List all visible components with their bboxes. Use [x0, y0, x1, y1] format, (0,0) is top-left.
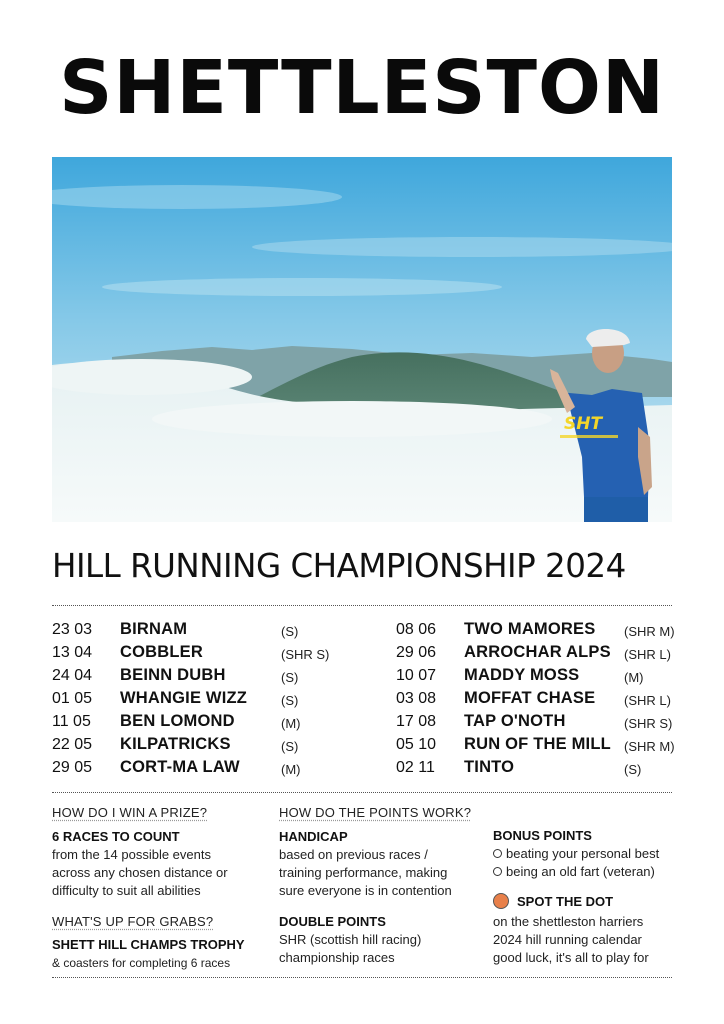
shirt-logo: SHT	[564, 414, 603, 434]
event-row	[52, 733, 352, 756]
event-name: RUN OF THE MILL	[464, 735, 611, 753]
event-category: (M)	[281, 716, 301, 731]
event-name: BIRNAM	[120, 620, 188, 638]
handicap-line: based on previous races /	[279, 847, 428, 862]
event-name: TAP O'NOTH	[464, 712, 566, 730]
event-row	[396, 664, 686, 687]
double-points-line: SHR (scottish hill racing)	[279, 932, 422, 947]
event-category: (SHR L)	[624, 693, 671, 708]
divider	[52, 792, 672, 793]
event-category: (M)	[281, 762, 301, 777]
bonus-item	[493, 863, 678, 881]
page-title: SHETTLESTON	[59, 45, 665, 131]
hero-photo	[52, 157, 672, 522]
event-name: MADDY MOSS	[464, 666, 580, 684]
event-category: (S)	[281, 739, 299, 754]
event-row	[396, 618, 686, 641]
event-category: (SHR S)	[281, 647, 330, 662]
event-category: (S)	[281, 693, 299, 708]
spot-heading: SPOT THE DOT	[517, 894, 614, 909]
event-date: 29 06	[396, 644, 437, 661]
event-category: (SHR S)	[624, 716, 673, 731]
spot-heading-row	[493, 893, 678, 911]
event-date: 17 08	[396, 713, 437, 730]
grabs-heading: SHETT HILL CHAMPS TROPHY	[52, 937, 245, 952]
prize-line: from the 14 possible events	[52, 847, 211, 862]
event-date: 23 03	[52, 621, 93, 638]
grabs-line: & coasters for completing 6 races	[52, 956, 231, 970]
points-section	[279, 804, 484, 967]
handicap-heading: HANDICAP	[279, 829, 348, 844]
event-date: 10 07	[396, 667, 437, 684]
event-row	[52, 618, 352, 641]
event-category: (SHR L)	[624, 647, 671, 662]
event-name: CORT-MA LAW	[120, 758, 240, 776]
event-row	[396, 733, 686, 756]
event-name: ARROCHAR ALPS	[464, 643, 611, 661]
prize-line: difficulty to suit all abilities	[52, 883, 201, 898]
event-name: MOFFAT CHASE	[464, 689, 596, 707]
spot-line: 2024 hill running calendar	[493, 932, 642, 947]
circle-bullet-icon	[493, 849, 502, 858]
circle-bullet-icon	[493, 867, 502, 876]
event-row	[396, 710, 686, 733]
orange-dot-icon	[493, 893, 509, 909]
event-row	[52, 756, 352, 779]
event-name: COBBLER	[120, 643, 203, 661]
prize-line: across any chosen distance or	[52, 865, 228, 880]
divider	[52, 605, 672, 606]
bonus-item	[493, 845, 678, 863]
double-points-line: championship races	[279, 950, 395, 965]
event-category: (S)	[624, 762, 642, 777]
event-date: 05 10	[396, 736, 437, 753]
event-name: KILPATRICKS	[120, 735, 231, 753]
event-date: 03 08	[396, 690, 437, 707]
event-name: WHANGIE WIZZ	[120, 689, 248, 707]
bonus-item-text: beating your personal best	[506, 846, 660, 861]
event-date: 08 06	[396, 621, 437, 638]
event-category: (M)	[624, 670, 644, 685]
handicap-line: sure everyone is in contention	[279, 883, 452, 898]
spot-line: good luck, it's all to play for	[493, 950, 649, 965]
event-row	[396, 687, 686, 710]
points-question: HOW DO THE POINTS WORK?	[279, 805, 472, 820]
event-category: (S)	[281, 670, 299, 685]
event-date: 02 11	[396, 759, 435, 776]
event-row	[396, 641, 686, 664]
prize-section	[52, 804, 267, 972]
page-subtitle: HILL RUNNING CHAMPIONSHIP 2024	[52, 547, 626, 585]
event-date: 11 05	[52, 713, 91, 730]
event-category: (SHR M)	[624, 739, 675, 754]
event-category: (SHR M)	[624, 624, 675, 639]
event-date: 29 05	[52, 759, 93, 776]
handicap-line: training performance, making	[279, 865, 448, 880]
prize-question: HOW DO I WIN A PRIZE?	[52, 805, 208, 820]
event-name: BEINN DUBH	[120, 666, 226, 684]
double-points-heading: DOUBLE POINTS	[279, 914, 386, 929]
event-date: 01 05	[52, 690, 93, 707]
event-row	[52, 664, 352, 687]
event-date: 13 04	[52, 644, 93, 661]
event-date: 22 05	[52, 736, 93, 753]
bonus-section	[493, 827, 678, 967]
event-date: 24 04	[52, 667, 93, 684]
event-row	[52, 641, 352, 664]
event-name: TWO MAMORES	[464, 620, 596, 638]
event-row	[396, 756, 686, 779]
events-list-left	[52, 618, 352, 779]
event-category: (S)	[281, 624, 299, 639]
bonus-heading: BONUS POINTS	[493, 828, 592, 843]
divider	[52, 977, 672, 978]
bonus-item-text: being an old fart (veteran)	[506, 864, 655, 879]
events-list-right	[396, 618, 686, 779]
event-name: TINTO	[464, 758, 515, 776]
event-row	[52, 710, 352, 733]
spot-line: on the shettleston harriers	[493, 914, 644, 929]
grabs-question: WHAT'S UP FOR GRABS?	[52, 914, 214, 929]
event-row	[52, 687, 352, 710]
event-name: BEN LOMOND	[120, 712, 235, 730]
prize-heading: 6 RACES TO COUNT	[52, 829, 180, 844]
